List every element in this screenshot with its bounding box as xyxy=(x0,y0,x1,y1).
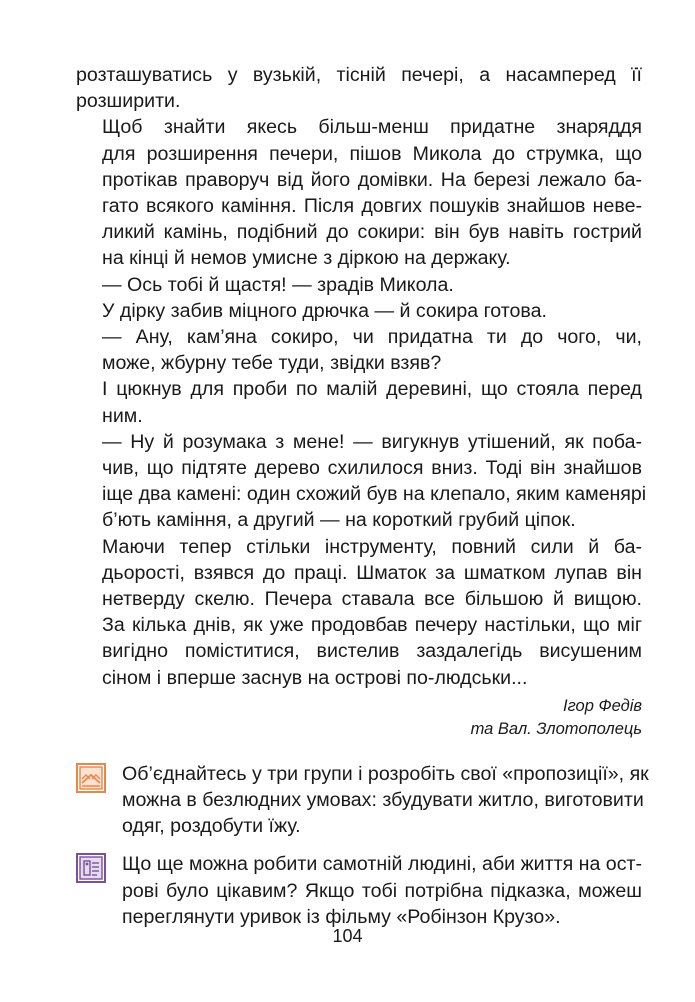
text-line: можна в безлюдних умовах: збудувати житло, виготовити xyxy=(122,789,644,812)
text-line: — Ну й розумака з мене! — вигукнув утішений, як поба- xyxy=(102,430,642,453)
task-text xyxy=(122,761,649,840)
text-line: розташуватись у вузькій, тісній печері, а насамперед її xyxy=(76,64,642,86)
text-line: Маючи тепер стільки інструменту, повний сили й ба- xyxy=(102,535,642,558)
text-line: гато всякого каміння. Після довгих пошуків знайшов неве- xyxy=(102,195,642,218)
film-reference-icon xyxy=(76,853,106,883)
story-paragraph-5 xyxy=(76,324,642,376)
story-paragraph-6 xyxy=(76,376,642,428)
story-paragraph-8 xyxy=(76,534,642,691)
task-group-work xyxy=(76,761,649,840)
text-line: розширити. xyxy=(76,90,181,113)
story-paragraph-7 xyxy=(76,429,647,534)
text-line: протікав праворуч від його домівки. На березі лежало ба- xyxy=(102,168,642,191)
text-line: вигідно поміститися, вистелив заздалегідь висушеним xyxy=(102,640,642,663)
text-line: дьорості, взявся до праці. Шматок за шматком лупав він xyxy=(102,561,642,584)
text-line: сіном і вперше заснув на острові по-людськи... xyxy=(102,666,528,689)
text-line: Об’єднайтесь у три групи і розробіть свої «пропозиції», як xyxy=(122,762,649,785)
page-content xyxy=(76,62,649,930)
author-attribution xyxy=(76,695,642,741)
text-line: для розширення печери, пішов Микола до струмка, що xyxy=(102,142,642,165)
page-number: 104 xyxy=(332,926,363,946)
text-line: переглянути уривок із фільму «Робінзон Крузо». xyxy=(122,905,561,928)
text-line: чив, що підтяте дерево схилилося вниз. Тоді він знайшов xyxy=(102,457,642,480)
text-line: — Ось тобі й щастя! — зрадів Микола. xyxy=(102,273,454,296)
task-film-reference xyxy=(76,851,642,930)
text-line: іще два камені: один схожий був на клепало, яким каменярі xyxy=(102,483,647,506)
task-text xyxy=(122,851,642,930)
text-line: За кілька днів, як уже продовбав печеру настільки, що міг xyxy=(102,614,642,637)
text-line: У дірку забив міцного дрючка — й сокира готова. xyxy=(102,299,547,322)
text-line: — Ану, кам’яна сокиро, чи придатна ти до чого, чи, xyxy=(102,326,642,349)
author-line-1: Ігор Федів xyxy=(563,696,642,715)
story-paragraph-4 xyxy=(76,298,642,324)
text-line: І цюкнув для проби по малій деревині, що стояла перед xyxy=(102,378,642,401)
text-line: на кінці й немов умисне з діркою на держаку. xyxy=(102,247,511,270)
text-line: б’ють каміння, а другий — на короткий грубий ціпок. xyxy=(102,509,576,532)
group-work-icon xyxy=(76,763,106,793)
text-line: ним. xyxy=(102,404,143,427)
text-line: Що ще можна робити самотній людині, аби життя на ост- xyxy=(122,853,642,876)
story-paragraph-3 xyxy=(76,272,642,298)
author-line-2: та Вал. Злотополець xyxy=(470,719,642,738)
text-line: нетверду скелю. Печера ставала все більшою й вищою. xyxy=(102,588,642,611)
text-line: Щоб знайти якесь більш-менш придатне знаряддя xyxy=(102,116,642,139)
text-line: ликий камінь, подібний до сокири: він був навіть гострий xyxy=(102,221,642,244)
text-line: одяг, роздобути їжу. xyxy=(122,815,301,838)
text-line: може, жбурну тебе туди, звідки взяв? xyxy=(102,352,442,375)
text-line: рові було цікавим? Якщо тобі потрібна підказка, можеш xyxy=(122,879,642,902)
story-paragraph-1 xyxy=(76,62,642,114)
story-paragraph-2 xyxy=(76,114,642,271)
